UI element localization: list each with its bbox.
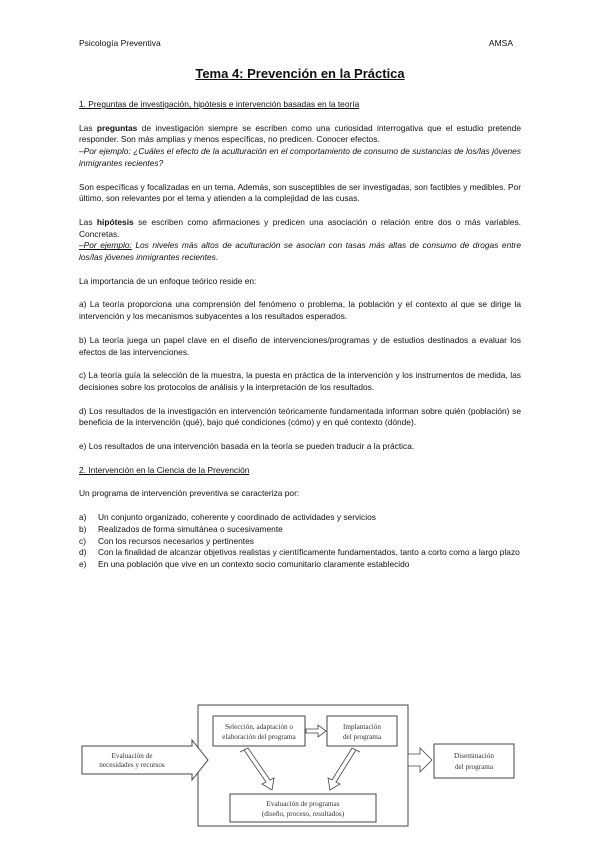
list-text: En una población que vive en un contexto socio comunitario claramente establecido [98, 558, 410, 569]
list-marker: c) [79, 535, 86, 546]
list-text: Con la finalidad de alcanzar objetivos realistas y científicamente fundamentados, tanto a corto como a largo plazo [98, 547, 520, 558]
paragraph-e: e) Los resultados de una intervención basada en la teoría se pueden traducir a la práctica. [79, 441, 415, 452]
text: Las [79, 122, 97, 133]
paragraph-preguntas [79, 123, 521, 170]
paragraph-especificas: Son específicas y focalizadas en un tema. Además, son susceptibles de ser investigadas, son factibles y medibles. Por último, son relevantes por el tema y atienden a la complejidad de las cusas. [79, 181, 521, 204]
text: Las [79, 216, 97, 227]
header-author: AMSA [488, 38, 513, 48]
intervention-cycle-diagram [80, 702, 520, 828]
example-text: Los niveles más altos de aculturación se asocian con tasas más altas de consumo de drogas entre los/las jóvenes inmigrantes recientes. [79, 240, 521, 263]
keyword-preguntas: preguntas [96, 122, 138, 133]
example-text: ¿Cuáles el efecto de la aculturación en el comportamiento de consumo de sustancias de los/las jóvenes inmigrantes recientes? [79, 146, 521, 168]
list-marker: e) [79, 558, 87, 569]
arrow-to-dissemination [408, 748, 432, 772]
implementation-label-2: del programa [342, 733, 382, 741]
paragraph-c: c) La teoría guía la selección de la muestra, la puesta en práctica de la intervención y los instrumentos de medida, las decisiones sobre los protocolos de análisis y la interpretación de los resultados. [79, 370, 521, 392]
list-marker: b) [79, 523, 87, 534]
paragraph-b: b) La teoría juega un papel clave en el diseño de intervenciones/programas y de estudios destinados a evaluar los efectos de las intervenciones. [79, 334, 521, 357]
section2-intro: Un programa de intervención preventiva se caracteriza por: [79, 488, 300, 499]
implementation-box [327, 716, 397, 746]
dissemination-label-2: del programa [454, 763, 494, 771]
keyword-hipotesis: hipótesis [96, 216, 134, 227]
list-text: Realizados de forma simultánea o sucesivamente [98, 523, 283, 534]
list-marker: a) [79, 512, 87, 523]
dissemination-label-1: Diseminación [454, 752, 494, 760]
list-item [79, 536, 521, 548]
section1-heading: 1. Preguntas de investigación, hipótesis e intervención basadas en la teoría [79, 99, 360, 109]
needs-label-1: Evaluación de [111, 752, 153, 760]
arrow-evaluation-to-selection [240, 748, 274, 790]
list-marker: d) [79, 547, 87, 558]
paragraph-hipotesis [79, 217, 521, 264]
characteristics-list [79, 512, 521, 571]
selection-label-1: Selección, adaptación o [224, 723, 294, 731]
arrow-selection-to-implementation [306, 725, 326, 737]
selection-label-2: elaboración del programa [222, 733, 296, 741]
needs-arrow [82, 740, 208, 780]
paragraph-d: d) Los resultados de la investigación en intervención teóricamente fundamentada informan sobre quién (población) se beneficia de la intervención (qué), bajo qué condiciones (cómo) y en qué contexto (dónde). [79, 405, 521, 428]
arrow-implementation-to-evaluation [328, 748, 360, 790]
example-prefix: –Por ejemplo: [79, 146, 131, 157]
implementation-label-1: Implantación [343, 723, 381, 731]
paragraph-a: a) La teoría proporciona una comprensión del fenómeno o problema, la población y el contexto al que se dirige la intervención y los mecanismos subyacentes a los resultados esperados. [79, 299, 521, 322]
list-text: Con los recursos necesarios y pertinentes [98, 535, 254, 546]
list-item [79, 524, 521, 536]
list-item [79, 559, 521, 571]
evaluation-label-1: Evaluación de programas [266, 800, 340, 808]
text: se escriben como afirmaciones y predicen una asociación o relación entre dos o más variables. Concretas. [79, 216, 521, 239]
example-prefix: –Por ejemplo: [79, 240, 132, 251]
page-title: Tema 4: Prevención en la Práctica [195, 66, 405, 81]
header-course-title: Psicología Preventiva [79, 38, 161, 48]
paragraph-enfoque: La importancia de un enfoque teórico reside en: [79, 275, 257, 286]
example-preguntas [79, 146, 521, 169]
list-item [79, 547, 521, 559]
evaluation-label-2: (diseño, proceso, resultados) [261, 810, 345, 818]
text: de investigación siempre se escriben como una curiosidad interrogativa que el estudio pretende responder. Son más amplias y menos específicas, no predicen. Conocer efectos. [79, 122, 521, 145]
dissemination-box [434, 744, 514, 778]
example-hipotesis [79, 240, 521, 263]
document-body [79, 99, 521, 571]
needs-label-2: necesidades y recursos [99, 761, 165, 769]
list-item [79, 512, 521, 524]
list-text: Un conjunto organizado, coherente y coordinado de actividades y servicios [98, 512, 376, 523]
section2-heading: 2. Intervención en la Ciencia de la Prevención [79, 464, 250, 475]
selection-box [213, 716, 305, 746]
